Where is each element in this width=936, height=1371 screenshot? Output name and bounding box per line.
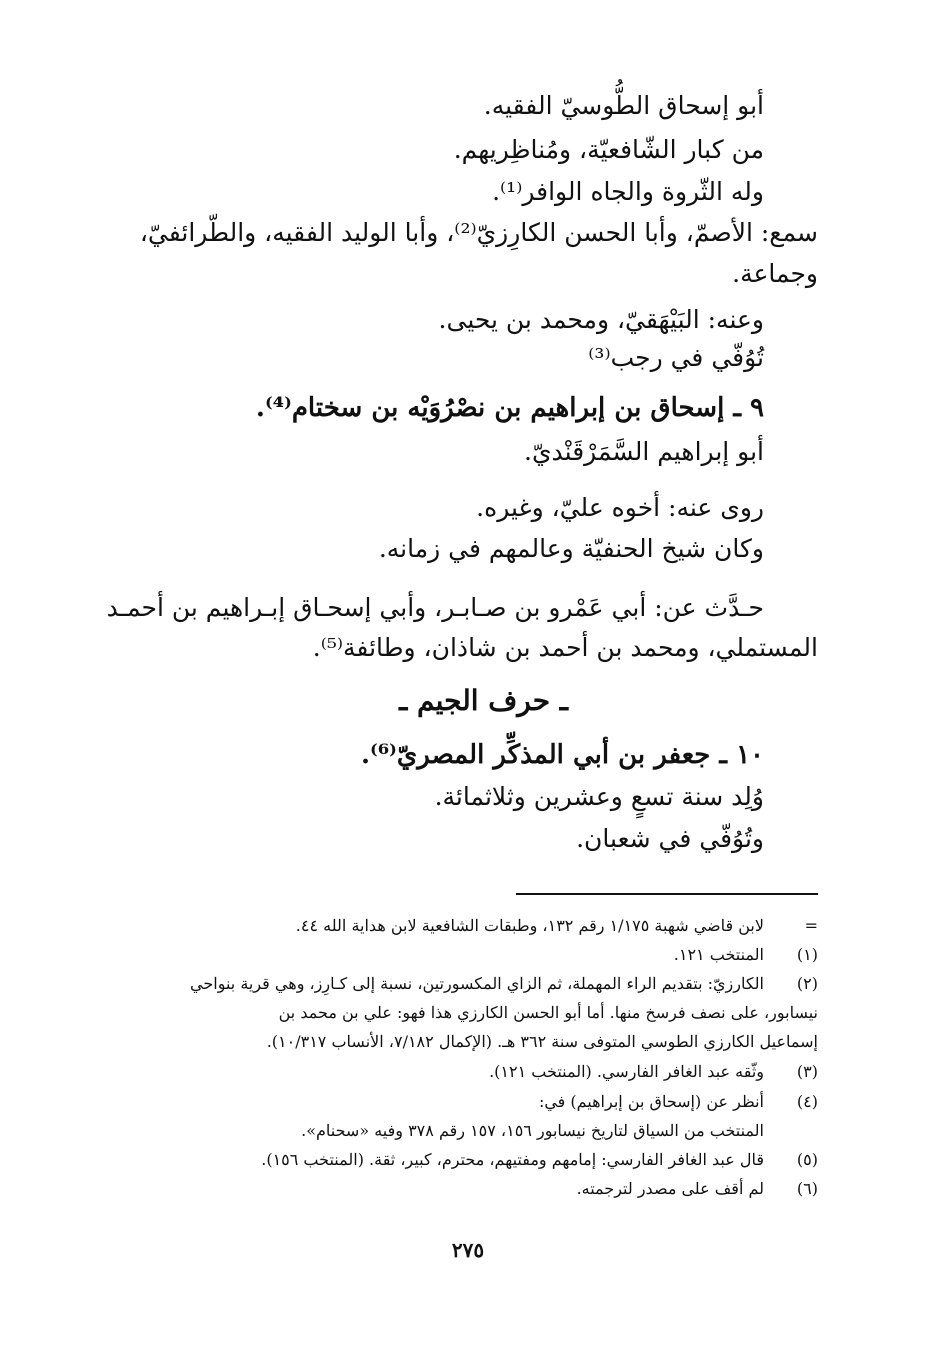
- footnote-marker: (٤): [796, 1092, 818, 1111]
- text-line: من كبار الشّافعيّة، ومُناظِريهم.: [453, 135, 764, 164]
- text-line: المستملي، ومحمد بن أحمد بن شاذان، وطائفة⁽⁵⁾.: [312, 633, 818, 662]
- footnote-marker: (٦): [796, 1179, 818, 1198]
- section-heading: ـ حرف الجيم ـ: [399, 684, 568, 717]
- text-line: أبو إبراهيم السَّمَرْقَنْديّ.: [524, 437, 764, 466]
- text-line: حـدَّث عن: أبي عَمْرو بن صـابـر، وأبي إسحـاق إبـراهيم بن أحمـد: [106, 593, 764, 622]
- text-line: تُوُفّي في رجب⁽³⁾: [588, 343, 764, 372]
- text-line: وعنه: البَيْهَقيّ، ومحمد بن يحيى.: [438, 305, 764, 334]
- footnote-marker: =: [804, 916, 818, 935]
- footnote-marker: (٥): [796, 1150, 818, 1169]
- footnote-text: وثّقه عبد الغافر الفارسي. (المنتخب ١٢١).: [489, 1062, 764, 1081]
- text-line: سمع: الأصمّ، وأبا الحسن الكارِزيّ⁽²⁾، وأبا الوليد الفقيه، والطّرائفيّ،: [139, 218, 818, 247]
- footnote-text: إسماعيل الكارزي الطوسي المتوفى سنة ٣٦٢ هـ. (الإكمال ٧/١٨٢، الأنساب ١٠/٣١٧).: [266, 1032, 818, 1051]
- footnote-marker: (٣): [796, 1062, 818, 1081]
- text-line: وكان شيخ الحنفيّة وعالمهم في زمانه.: [378, 534, 764, 563]
- footnote-text: لابن قاضي شهبة ١/١٧٥ رقم ١٣٢، وطبقات الشافعية لابن هداية الله ٤٤.: [295, 916, 764, 935]
- footnote-text: المنتخب ١٢١.: [673, 945, 764, 964]
- footnote-text: المنتخب من السياق لتاريخ نيسابور ١٥٦، ١٥٧ رقم ٣٧٨ وفيه «سحنام».: [301, 1121, 764, 1140]
- text-line: روى عنه: أخوه عليّ، وغيره.: [476, 493, 764, 522]
- footnote-text: أنظر عن (إسحاق بن إبراهيم) في:: [538, 1092, 764, 1111]
- entry-heading-9: ٩ ـ إسحاق بن إبراهيم بن نصْرُوَيْه بن سختام⁽⁴⁾.: [255, 393, 764, 423]
- text-line: أبو إسحاق الطُّوسيّ الفقيه.: [483, 91, 764, 120]
- text-line: وُلِد سنة تسعٍ وعشرين وثلاثمائة.: [434, 782, 764, 811]
- footnote-divider: [516, 893, 818, 895]
- text-line: وتُوُفّي في شعبان.: [576, 824, 764, 853]
- footnote-text: نيسابور، على نصف فرسخ منها. أما أبو الحسن الكارزي هذا فهو: علي بن محمد بن: [278, 1003, 818, 1022]
- footnote-marker: (٢): [796, 974, 818, 993]
- entry-heading-10: ١٠ ـ جعفر بن أبي المذكِّر المصريّ⁽⁶⁾.: [360, 740, 764, 770]
- page-number: ٢٧٥: [451, 1238, 485, 1262]
- text-line: وله الثّروة والجاه الوافر⁽¹⁾.: [492, 177, 764, 206]
- footnote-text: الكارزيّ: بتقديم الراء المهملة، ثم الزاي المكسورتين، نسبة إلى كـارِز، وهي قرية بنواحي: [190, 974, 764, 993]
- footnote-marker: (١): [796, 945, 818, 964]
- footnote-text: لم أقف على مصدر لترجمته.: [576, 1179, 764, 1198]
- text-line: وجماعة.: [732, 259, 818, 288]
- footnote-text: قال عبد الغافر الفارسي: إمامهم ومفتيهم، محترم، كبير، ثقة. (المنتخب ١٥٦).: [261, 1150, 764, 1169]
